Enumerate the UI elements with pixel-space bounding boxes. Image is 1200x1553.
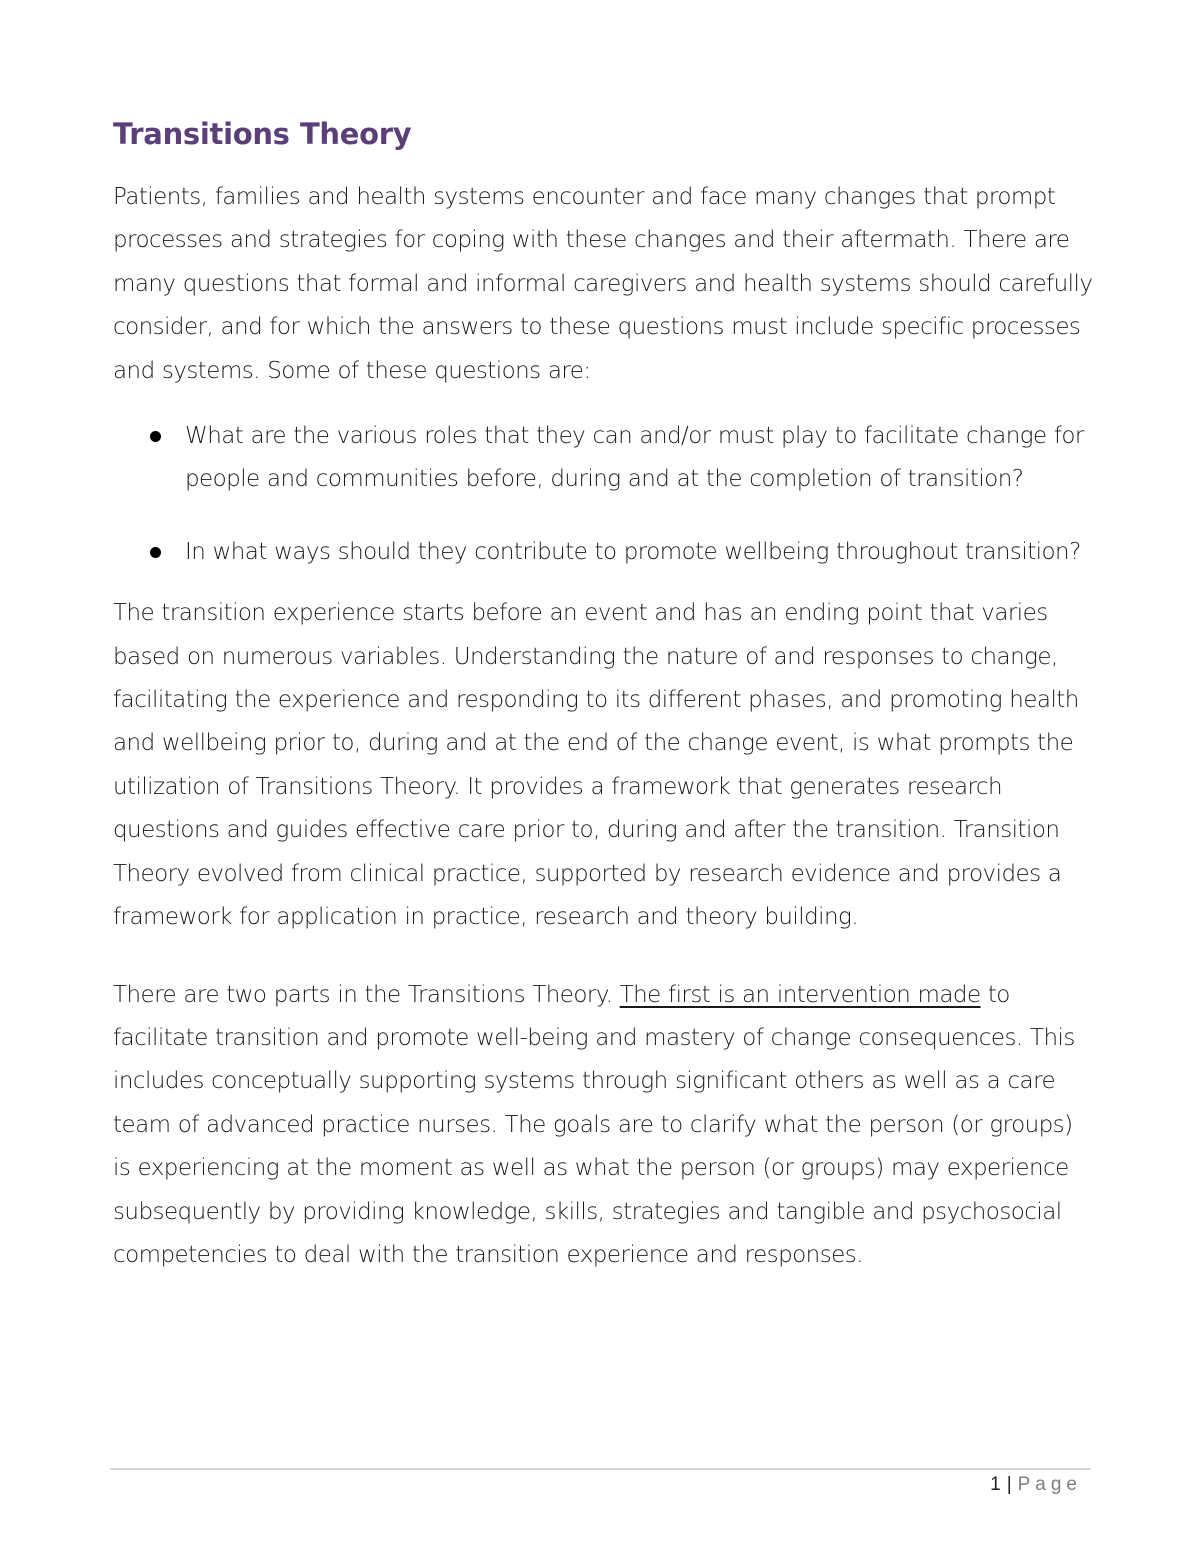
page-title: Transitions Theory xyxy=(113,117,412,151)
list-item xyxy=(113,531,1093,574)
list-item-text: What are the various roles that they can and/or must play to facilitate change for people and communities before, during and at the completion of transition? xyxy=(185,423,1084,493)
underlined-phrase: The first is an intervention made xyxy=(619,981,981,1008)
page-footer xyxy=(990,1474,1082,1496)
bullet-icon xyxy=(150,547,161,558)
document-body xyxy=(113,112,1093,1277)
bullet-icon xyxy=(150,431,161,442)
list-item-text: In what ways should they contribute to promote wellbeing throughout transition? xyxy=(185,538,1081,565)
two-parts-lead: There are two parts in the Transitions Theory. xyxy=(113,981,620,1008)
page-label: Page xyxy=(1017,1474,1082,1495)
experience-paragraph: The transition experience starts before an event and has an ending point that varies based on numerous variables. Understanding the nature of and responses to change, facilitating the experience and responding to its different phases, and promoting health and wellbeing prior to, during and at the end of the change event, is what prompts the utilization of Transitions Theory. It provides a framework that generates research questions and guides effective care prior to, during and after the transition. Transition Theory evolved from clinical practice, supported by research evidence and provides a framework for application in practice, research and theory building. xyxy=(113,600,1079,931)
questions-list xyxy=(113,415,1093,574)
footer-separator: | xyxy=(1006,1474,1012,1495)
list-item xyxy=(113,415,1093,502)
intro-paragraph: Patients, families and health systems encounter and face many changes that prompt processes and strategies for coping with these changes and their aftermath. There are many questions that formal and informal caregivers and health systems should carefully consider, and for which the answers to these questions must include specific processes and systems. Some of these questions are: xyxy=(113,184,1093,384)
two-parts-paragraph xyxy=(113,974,1093,1278)
page-number: 1 xyxy=(990,1474,1001,1495)
two-parts-rest: to facilitate transition and promote well-being and mastery of change consequences. This includes conceptually supporting systems through significant others as well as a care team of advanced practice nurses. The goals are to clarify what the person (or groups) is experiencing at the moment as well as what the person (or groups) may experience subsequently by providing knowledge, skills, strategies and tangible and psychosocial competencies to deal with the transition experience and responses. xyxy=(113,981,1075,1268)
footer-divider xyxy=(110,1468,1091,1470)
